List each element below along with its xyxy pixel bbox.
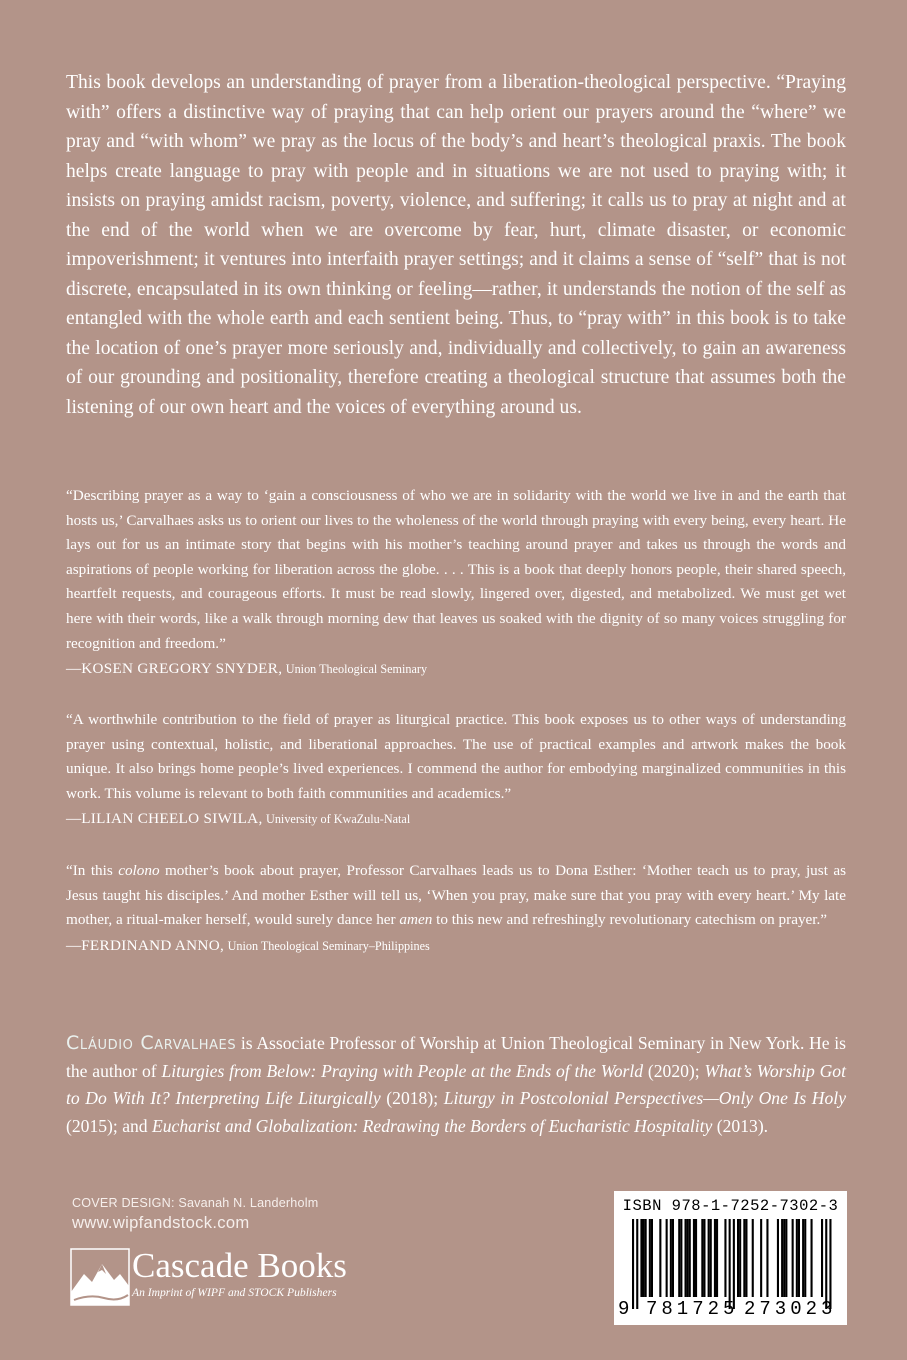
barcode-bar <box>737 1219 739 1297</box>
barcode-left-digits: 781725 <box>646 1298 739 1320</box>
author-bio <box>66 1030 846 1140</box>
quote-italic: colono <box>118 862 160 879</box>
barcode-bar <box>708 1219 710 1297</box>
endorsement-2 <box>66 708 846 832</box>
quote-text: to this new and refreshingly revolutionary catechism on prayer.” <box>432 911 828 929</box>
barcode-bar <box>693 1219 695 1297</box>
quote-text: “In this <box>66 862 119 879</box>
mountain-logo-icon <box>70 1248 130 1306</box>
barcode-lead-digit: 9 <box>618 1298 630 1320</box>
barcode-bar <box>643 1219 645 1297</box>
barcode-bar <box>792 1219 794 1297</box>
barcode-bar <box>804 1219 806 1297</box>
book-title: Liturgies from Below: Praying with People at the Ends of the World <box>161 1060 644 1081</box>
barcode-bar <box>745 1219 747 1297</box>
endorser-affiliation: Union Theological Seminary–Philippines <box>227 938 430 953</box>
barcode-bar <box>651 1219 653 1297</box>
barcode-bar <box>714 1219 716 1297</box>
endorser-affiliation: University of KwaZulu-Natal <box>266 812 411 827</box>
barcode-bar <box>802 1219 804 1297</box>
barcode-bar <box>685 1219 687 1297</box>
endorsement-attribution: —FERDINAND ANNO, Union Theological Seminary–Philippines <box>66 936 430 954</box>
barcode-bar <box>680 1219 682 1297</box>
barcode-bar <box>710 1219 712 1297</box>
book-title: Liturgy in Postcolonial Perspectives—Only One Is Holy <box>443 1088 847 1109</box>
book-title: What’s Worship Got to Do With It? Interpreting Life Liturgically <box>66 1060 846 1109</box>
isbn-label: ISBN 978-1-7252-7302-3 <box>622 1197 839 1215</box>
barcode-bar <box>649 1219 651 1297</box>
barcode-bar <box>695 1219 697 1297</box>
publisher-logo <box>70 1248 400 1308</box>
barcode-right-digits: 273023 <box>744 1298 837 1320</box>
quote-italic: amen <box>399 911 433 929</box>
barcode-bar <box>781 1219 783 1297</box>
barcode-bar <box>811 1219 813 1297</box>
cover-credits <box>72 1196 318 1233</box>
barcode-bar <box>666 1219 668 1297</box>
barcode-bar <box>733 1219 735 1309</box>
endorsement-quote: “A worthwhile contribution to the field of prayer as liturgical practice. This book exposes us to other ways of understanding prayer using contextual, holistic, and liberational approaches. The use of practical examples and artwork makes the book unique. It also brings home people’s lived experiences. I commend the author for embodying marginalized communities in this work. This volume is relevant to both faith communities and academics.” <box>66 711 846 802</box>
barcode-bar <box>678 1219 680 1297</box>
barcode-bar <box>672 1219 674 1297</box>
barcode-bar <box>701 1219 703 1297</box>
cover-design-credit: COVER DESIGN: Savanah N. Landerholm <box>72 1196 319 1210</box>
attribution-dash: — <box>66 810 82 828</box>
endorsement-attribution: —LILIAN CHEELO SIWILA, University of KwaZulu-Natal <box>66 810 411 828</box>
barcode-bar <box>670 1219 672 1297</box>
barcode-bar <box>825 1219 827 1309</box>
barcode-bar <box>703 1219 705 1297</box>
barcode-bar <box>766 1219 768 1297</box>
barcode-bar <box>659 1219 661 1297</box>
barcode-bar <box>640 1219 642 1297</box>
publisher-name: Cascade Books <box>132 1246 347 1285</box>
endorsement-3 <box>66 859 846 959</box>
barcode-bar <box>752 1219 754 1297</box>
endorsement-attribution: —KOSEN GREGORY SNYDER, Union Theological Seminary <box>66 660 428 678</box>
quote-text: mother’s book about prayer, Professor Carvalhaes leads us to Dona Esther: ‘Mother teach us to pray, just as Jesus taught his disciples.’ And mother Esther will tell us, ‘When you pray, make sure that you pray with every heart.’ My late mother, a ritual-maker herself, would surely dance her <box>66 862 846 929</box>
bio-text: (2020); <box>643 1060 705 1081</box>
endorsement-1 <box>66 484 846 682</box>
publisher-imprint: An Imprint of WIPF and STOCK Publishers <box>132 1286 337 1299</box>
barcode-bar <box>716 1219 718 1297</box>
publisher-website: www.wipfandstock.com <box>72 1213 250 1232</box>
barcode-bar <box>636 1219 638 1309</box>
bio-text: (2018); <box>380 1088 444 1109</box>
book-title: Eucharist and Globalization: Redrawing the Borders of Eucharistic Hospitality <box>152 1115 713 1136</box>
endorser-affiliation: Union Theological Seminary <box>285 662 428 677</box>
attribution-dash: — <box>66 936 82 954</box>
bio-text: (2015); and <box>66 1115 152 1136</box>
endorsement-quote: “Describing prayer as a way to ‘gain a consciousness of who we are in solidarity with the world we live in and the earth that hosts us,’ Carvalhaes asks us to orient our lives to the wholeness of the world through praying with every being, every heart. He lays out for us an intimate story that begins with his mother’s teaching around prayer and takes us through the words and aspirations of people working for liberation across the globe. . . . This is a book that deeply honors people, their shared speech, heartfelt requests, and courageous efforts. It must be read slowly, lingered over, digested, and metabolized. We must get wet here with their words, like a walk through morning dew that leaves us soaked with the dignity of so many voices struggling for recognition and freedom.” <box>66 487 846 652</box>
barcode-bar <box>687 1219 689 1297</box>
barcode-bar <box>785 1219 787 1297</box>
barcode-bar <box>783 1219 785 1297</box>
endorsement-quote <box>66 859 846 933</box>
isbn-barcode <box>614 1191 847 1325</box>
barcode-bar <box>645 1219 647 1297</box>
barcode-bar <box>724 1219 726 1297</box>
bio-text: is Associate Professor of Worship at Union Theological Seminary in New York. He is the author of <box>66 1033 846 1081</box>
barcode-bar <box>739 1219 741 1297</box>
barcode-bar <box>632 1219 634 1309</box>
barcode-bar <box>796 1219 798 1297</box>
barcode-bar <box>689 1219 691 1297</box>
barcode-bar <box>829 1219 831 1309</box>
barcode-bar <box>798 1219 800 1297</box>
barcode-bar <box>729 1219 731 1309</box>
endorser-name: KOSEN GREGORY SNYDER <box>81 660 279 678</box>
attribution-dash: — <box>66 660 82 678</box>
bio-text: (2013). <box>712 1115 769 1136</box>
book-description: This book develops an understanding of prayer from a liberation-theological perspective. “Praying with” offers a distinctive way of praying that can help orient our prayers around the “where” we pray and “with whom” we pray as the locus of the body’s and heart’s theological praxis. The book helps create language to pray with people and in situations we are not used to praying with; it insists on praying amidst racism, poverty, violence, and suffering; it calls us to pray at night and at the end of the world when we are overcome by fear, hurt, climate disaster, or economic impoverishment; it ventures into interfaith prayer settings; and it claims a sense of “self” that is not discrete, encapsulated in its own thinking or feeling—rather, it understands the notion of the self as entangled with the whole earth and each sentient being. Thus, to “pray with” in this book is to take the location of one’s prayer more seriously and, individually and collectively, to gain an awareness of our grounding and positionality, therefore creating a theological structure that assumes both the listening of our own heart and the voices of everything around us. <box>66 72 846 418</box>
barcode-bar <box>743 1219 745 1297</box>
barcode-bar <box>760 1219 762 1297</box>
author-name: Cláudio Carvalhaes <box>66 1032 237 1054</box>
barcode-bar <box>821 1219 823 1297</box>
barcode-bar <box>777 1219 779 1297</box>
endorser-name: FERDINAND ANNO <box>81 936 220 954</box>
endorser-name: LILIAN CHEELO SIWILA <box>81 810 259 828</box>
